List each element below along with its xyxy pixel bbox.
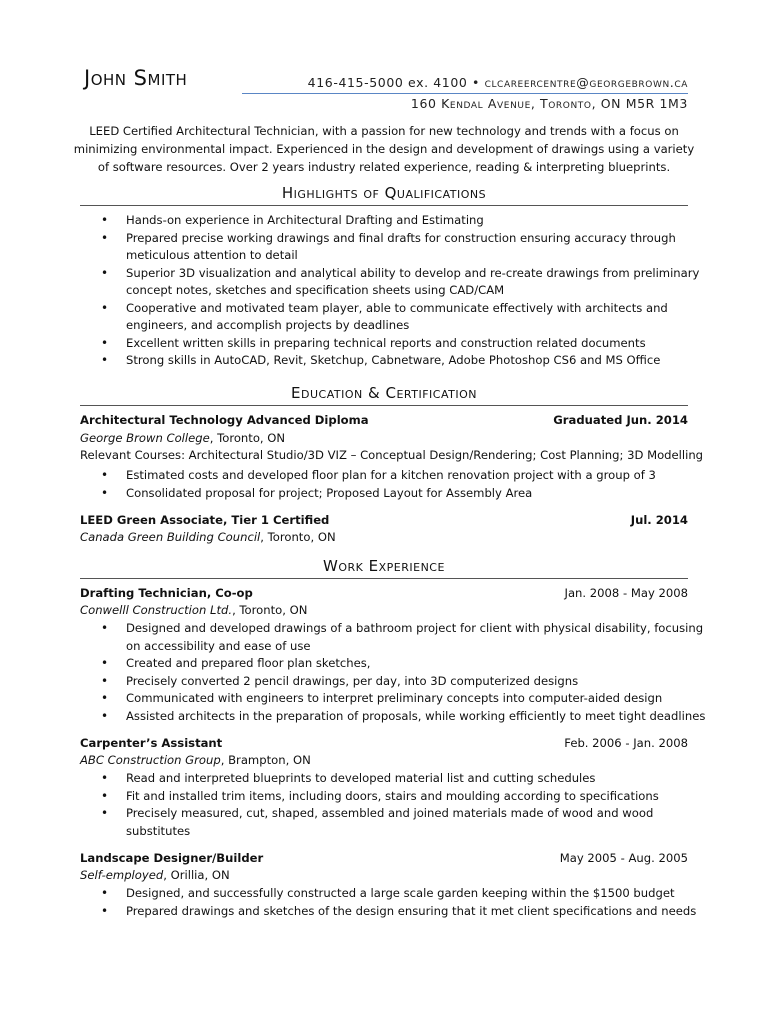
list-item: • Precisely measured, cut, shaped, assembled and joined materials made of wood and wood substitutes <box>101 806 654 838</box>
professional-summary <box>70 122 698 176</box>
job-bullets <box>80 885 697 920</box>
job-title: Landscape Designer/Builder <box>80 851 264 865</box>
summary-line: of software resources. Over 2 years industry related experience, reading & interpreting blueprints. <box>97 160 671 174</box>
highlights-heading: Highlights of Qualifications <box>281 184 487 202</box>
bullet-icon: • <box>101 673 109 688</box>
list-item: • Prepared precise working drawings and final drafts for construction ensuring accuracy through meticulous attention to detail <box>101 230 676 262</box>
bullet-icon: • <box>101 771 109 785</box>
list-item: • Created and prepared floor plan sketches, <box>80 655 688 673</box>
diploma-header <box>80 411 688 429</box>
certification-title: LEED Green Associate, Tier 1 Certified <box>80 513 330 527</box>
school-location: , Toronto, ON <box>209 431 286 445</box>
bullet-icon: • <box>101 213 109 227</box>
list-item: • Precisely converted 2 pencil drawings, per day, into 3D computerized designs <box>80 673 688 691</box>
diploma-title: Architectural Technology Advanced Diploma <box>80 413 369 427</box>
company-name: Conwelll Construction Ltd. <box>80 603 233 617</box>
education-divider <box>80 405 688 406</box>
list-item: • Prepared drawings and sketches of the design ensuring that it met client specifications and needs <box>80 903 688 921</box>
list-item: • Designed, and successfully constructed a large scale garden keeping within the $1500 budget <box>80 885 688 903</box>
list-item: • Designed and developed drawings of a bathroom project for client with physical disability, focusing on accessibility and ease of use <box>101 621 704 653</box>
header-divider <box>242 93 688 94</box>
diploma-date: Graduated Jun. 2014 <box>553 413 688 427</box>
bullet-icon: • <box>101 335 109 350</box>
list-item: • Assisted architects in the preparation of proposals, while working efficiently to meet tight deadlines <box>80 708 688 726</box>
certification-org-line <box>80 528 688 546</box>
school-name: George Brown College <box>80 431 210 445</box>
work-divider <box>80 578 688 579</box>
phone-number: 416-415-5000 ex. 4100 <box>307 75 468 90</box>
certification-date: Jul. 2014 <box>630 513 688 527</box>
job-date: May 2005 - Aug. 2005 <box>559 851 688 865</box>
bullet-icon: • <box>101 806 109 820</box>
certification-org: Canada Green Building Council <box>80 530 261 544</box>
job-header <box>80 734 688 752</box>
job-header <box>80 849 688 867</box>
bullet-icon: • <box>101 265 109 280</box>
contact-line <box>242 75 688 90</box>
list-item: • Superior 3D visualization and analytical ability to develop and re-create drawings from preliminary concept notes, sketches and specification sheets using CAD/CAM <box>101 265 700 297</box>
list-item: • Strong skills in AutoCAD, Revit, Sketchup, Cabnetware, Adobe Photoshop CS6 and MS Office <box>80 352 688 370</box>
relevant-courses: Relevant Courses: Architectural Studio/3D VIZ – Conceptual Design/Rendering; Cost Planning; 3D Modelling <box>80 448 704 462</box>
job-date: Feb. 2006 - Jan. 2008 <box>564 736 688 750</box>
job-company-line <box>80 751 688 769</box>
contact-separator: • <box>472 75 480 90</box>
list-item: • Consolidated proposal for project; Proposed Layout for Assembly Area <box>80 485 688 503</box>
list-item: • Hands-on experience in Architectural Drafting and Estimating <box>80 212 688 230</box>
bullet-icon: • <box>101 656 109 670</box>
bullet-icon: • <box>101 468 109 482</box>
list-item: • Read and interpreted blueprints to developed material list and cutting schedules <box>80 770 688 788</box>
company-name: Self-employed <box>80 868 164 882</box>
bullet-icon: • <box>101 691 109 705</box>
applicant-name: John Smith <box>84 66 188 90</box>
diploma-bullets <box>80 467 688 502</box>
summary-line: minimizing environmental impact. Experienced in the design and development of drawings using a variety <box>73 142 695 156</box>
bullet-icon: • <box>101 230 109 245</box>
diploma-school-line <box>80 429 688 447</box>
list-item: • Cooperative and motivated team player, able to communicate effectively with architects and engineers, and accomplish projects by deadlines <box>101 300 668 332</box>
education-heading: Education & Certification <box>291 384 477 402</box>
job-bullets <box>80 770 688 840</box>
job-date: Jan. 2008 - May 2008 <box>564 586 688 600</box>
work-heading: Work Experience <box>323 557 445 575</box>
job-company-line <box>80 866 688 884</box>
bullet-icon: • <box>101 353 109 367</box>
certification-header <box>80 511 688 529</box>
job-title: Carpenter’s Assistant <box>80 736 223 750</box>
company-location: , Orillia, ON <box>163 868 230 882</box>
certification-location: , Toronto, ON <box>260 530 336 544</box>
mailing-address: 160 Kendal Avenue, Toronto, ON M5R 1M3 <box>410 96 688 111</box>
job-company-line <box>80 601 688 619</box>
bullet-icon: • <box>101 903 109 918</box>
bullet-icon: • <box>101 788 109 803</box>
job-title: Drafting Technician, Co-op <box>80 586 253 600</box>
job-header <box>80 584 688 602</box>
email-address: clcareercentre@georgebrown.ca <box>484 75 688 90</box>
bullet-icon: • <box>101 485 109 500</box>
bullet-icon: • <box>101 708 109 723</box>
summary-line: LEED Certified Architectural Technician, with a passion for new technology and trends with a focus on <box>89 124 679 138</box>
highlights-list <box>80 212 700 370</box>
list-item: • Estimated costs and developed floor plan for a kitchen renovation project with a group of 3 <box>80 467 688 485</box>
job-bullets <box>80 620 706 725</box>
bullet-icon: • <box>101 621 109 635</box>
highlights-divider <box>80 205 688 206</box>
list-item: • Excellent written skills in preparing technical reports and construction related documents <box>80 335 688 353</box>
company-location: , Brampton, ON <box>220 753 311 767</box>
company-name: ABC Construction Group <box>80 753 221 767</box>
list-item: • Communicated with engineers to interpret preliminary concepts into computer-aided design <box>80 690 688 708</box>
list-item: • Fit and installed trim items, including doors, stairs and moulding according to specifications <box>80 788 688 806</box>
bullet-icon: • <box>101 300 109 315</box>
bullet-icon: • <box>101 886 109 900</box>
company-location: , Toronto, ON <box>232 603 308 617</box>
